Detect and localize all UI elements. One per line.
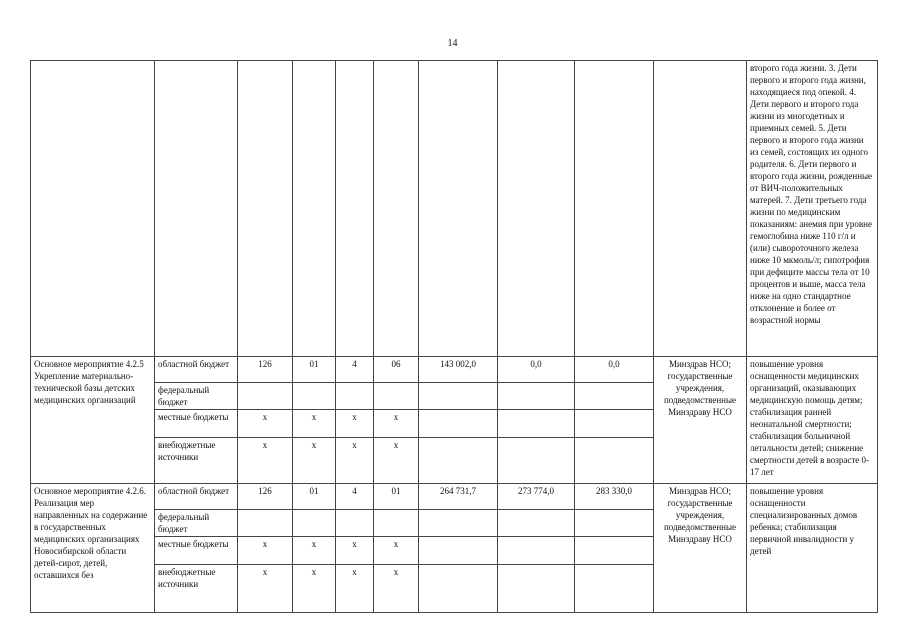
year1-cell (419, 565, 498, 613)
grbs-cell: x (238, 410, 293, 438)
source-cell: областной бюджет (155, 484, 238, 510)
rz-cell (293, 510, 336, 537)
year2-cell: 273 774,0 (498, 484, 575, 510)
source-cell: местные бюджеты (155, 410, 238, 438)
year1-cell (419, 410, 498, 438)
rz-cell: x (293, 410, 336, 438)
year1-cell (419, 383, 498, 410)
year3-cell: 0,0 (575, 357, 654, 383)
rz-cell: x (293, 565, 336, 613)
source-cell: местные бюджеты (155, 537, 238, 565)
year1-cell (419, 537, 498, 565)
cs-cell: 06 (374, 357, 419, 383)
grbs-cell (238, 383, 293, 410)
cs-cell: x (374, 410, 419, 438)
year3-cell (575, 410, 654, 438)
rz-cell: x (293, 537, 336, 565)
cs-cell: x (374, 565, 419, 613)
year3-cell: 283 330,0 (575, 484, 654, 510)
rz-cell: 01 (293, 357, 336, 383)
measure-name-cell: Основное мероприятие 4.2.5 Укрепление материально-технической базы детских медицинских организаций (31, 357, 155, 484)
year1-cell (419, 438, 498, 484)
grbs-cell (238, 510, 293, 537)
year2-cell (498, 410, 575, 438)
source-cell: федеральный бюджет (155, 383, 238, 410)
cs-cell: x (374, 438, 419, 484)
rz-cell (293, 61, 336, 357)
measure-name-cell (31, 61, 155, 357)
table-row (31, 61, 878, 357)
year2-cell (498, 537, 575, 565)
year2-cell (498, 510, 575, 537)
year1-cell: 143 002,0 (419, 357, 498, 383)
pr-cell: x (336, 438, 374, 484)
rz-cell: x (293, 438, 336, 484)
year2-cell (498, 383, 575, 410)
measure-name-cell: Основное мероприятие 4.2.6. Реализация мер направленных на содержание в государственных медицинских организациях Новосибирской области детей-сирот, детей, оставшихся без (31, 484, 155, 613)
year3-cell (575, 61, 654, 357)
executor-cell: Минздрав НСО; государственные учреждения, подведомственные Минздраву НСО (654, 484, 747, 613)
year3-cell (575, 383, 654, 410)
year2-cell (498, 565, 575, 613)
cs-cell (374, 510, 419, 537)
results-cell: повышение уровня оснащенности медицинских организаций, оказывающих медицинскую помощь детям; стабилизация ранней неонатальной смертности; стабилизация больничной летальности детей; снижение смертности детей в возрасте 0-17 лет (747, 357, 878, 484)
pr-cell (336, 61, 374, 357)
grbs-cell: 126 (238, 357, 293, 383)
pr-cell (336, 383, 374, 410)
year1-cell (419, 61, 498, 357)
cs-cell (374, 383, 419, 410)
rz-cell: 01 (293, 484, 336, 510)
results-cell: второго года жизни. 3. Дети первого и второго года жизни, находящиеся под опекой. 4. Дети первого и второго года жизни из многодетных и приемных семей. 5. Дети первого и второго года жизни из семей, состоящих из одного родителя. 6. Дети первого и второго года жизни, рожденные от ВИЧ-положительных матерей. 7. Дети третьего года жизни по медицинским показаниям: анемия при уровне гемоглобина ниже 110 г/л и (или) сывороточного железа ниже 10 мкмоль/л; гипотрофия при дефиците массы тела от 10 процентов и выше, масса тела ниже на одно стандартное отклонение и более от возрастной нормы (747, 61, 878, 357)
table-row (31, 357, 878, 383)
pr-cell (336, 510, 374, 537)
source-cell: федеральный бюджет (155, 510, 238, 537)
year3-cell (575, 565, 654, 613)
year2-cell (498, 61, 575, 357)
year1-cell: 264 731,7 (419, 484, 498, 510)
grbs-cell: x (238, 565, 293, 613)
cs-cell: x (374, 537, 419, 565)
pr-cell: x (336, 537, 374, 565)
pr-cell: x (336, 565, 374, 613)
rz-cell (293, 383, 336, 410)
page-number: 14 (447, 38, 458, 49)
year1-cell (419, 510, 498, 537)
pr-cell: 4 (336, 484, 374, 510)
pr-cell: x (336, 410, 374, 438)
table-row (31, 484, 878, 510)
executor-cell (654, 61, 747, 357)
results-cell: повышение уровня оснащенности специализированных домов ребенка; стабилизация первичной инвалидности у детей (747, 484, 878, 613)
grbs-cell (238, 61, 293, 357)
source-cell: внебюджетные источники (155, 438, 238, 484)
executor-cell: Минздрав НСО; государственные учреждения, подведомственные Минздраву НСО (654, 357, 747, 484)
cs-cell (374, 61, 419, 357)
source-cell: областной бюджет (155, 357, 238, 383)
pr-cell: 4 (336, 357, 374, 383)
year2-cell (498, 438, 575, 484)
source-cell: внебюджетные источники (155, 565, 238, 613)
year3-cell (575, 438, 654, 484)
program-table (30, 60, 878, 613)
year3-cell (575, 510, 654, 537)
grbs-cell: x (238, 438, 293, 484)
year2-cell: 0,0 (498, 357, 575, 383)
grbs-cell: x (238, 537, 293, 565)
grbs-cell: 126 (238, 484, 293, 510)
year3-cell (575, 537, 654, 565)
cs-cell: 01 (374, 484, 419, 510)
source-cell (155, 61, 238, 357)
